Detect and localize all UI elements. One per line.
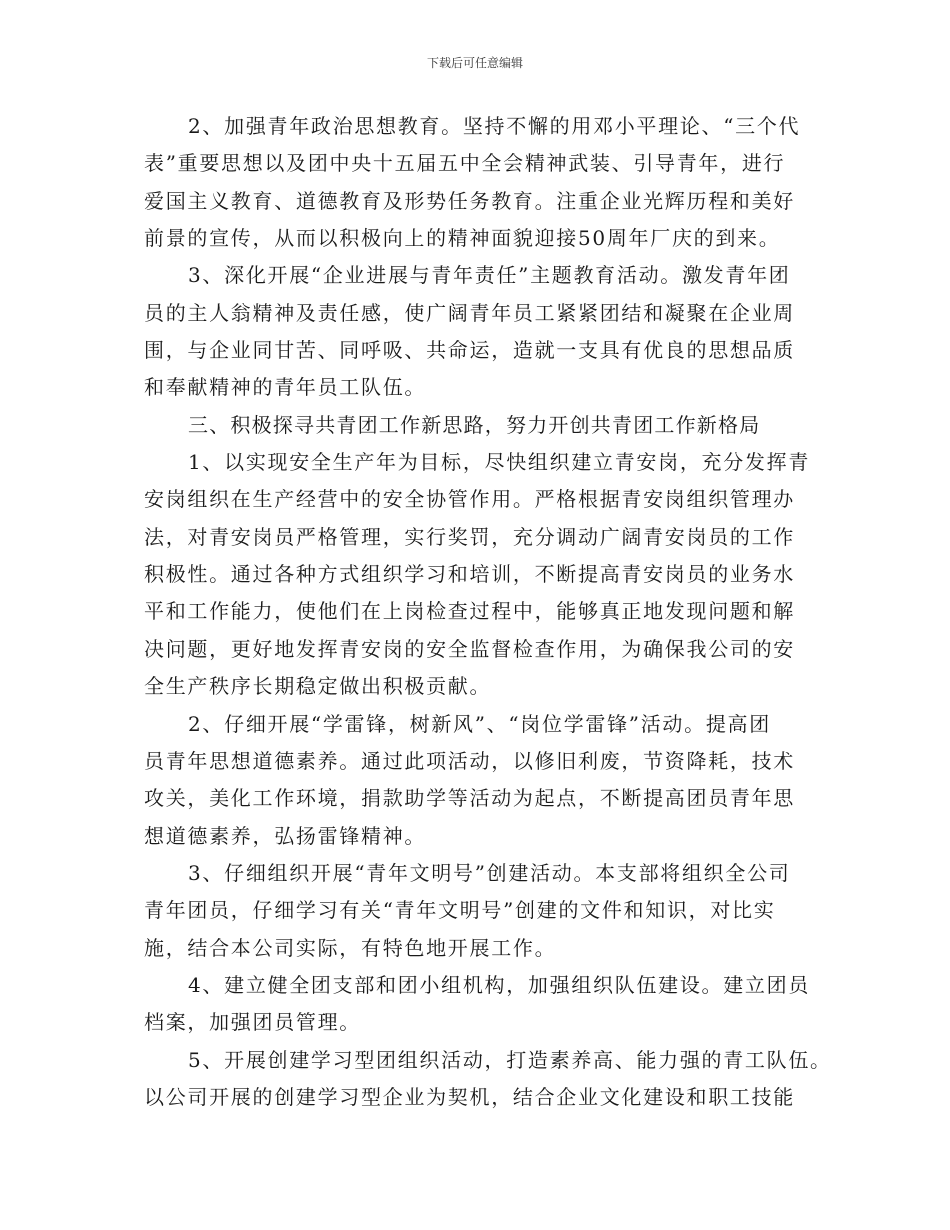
paragraph-line: 前景的宣传，从而以积极向上的精神面貌迎接50周年厂庆的到来。 xyxy=(144,226,781,251)
paragraph-line: 4、建立健全团支部和团小组机构，加强组织队伍建设。建立团员 xyxy=(188,972,811,997)
paragraph-line: 青年团员，仔细学习有关“青年文明号”创建的文件和知识，对比实 xyxy=(144,898,776,923)
paragraph-line: 围，与企业同甘苦、同呼吸、共命运，造就一支具有优良的思想品质 xyxy=(144,338,795,363)
section-heading: 三、积极探寻共青团工作新思路，努力开创共青团工作新格局 xyxy=(188,412,761,437)
paragraph-line: 员青年思想道德素养。通过此项活动，以修旧利废，节资降耗，技术 xyxy=(144,748,795,773)
paragraph-line: 积极性。通过各种方式组织学习和培训，不断提高青安岗员的业务水 xyxy=(144,562,795,587)
paragraph-line: 法，对青安岗员严格管理，实行奖罚，充分调动广阔青安岗员的工作 xyxy=(144,524,795,549)
paragraph-line: 3、仔细组织开展“青年文明号”创建活动。本支部将组织全公司 xyxy=(188,860,791,885)
paragraph-line: 2、加强青年政治思想教育。坚持不懈的用邓小平理论、“三个代 xyxy=(188,114,801,138)
paragraph-line: 1、以实现安全生产年为目标，尽快组织建立青安岗，充分发挥青 xyxy=(188,450,811,475)
paragraph-line: 平和工作能力，使他们在上岗检查过程中，能够真正地发现问题和解 xyxy=(144,599,795,624)
paragraph-line: 想道德素养，弘扬雷锋精神。 xyxy=(144,823,427,848)
paragraph-line: 档案，加强团员管理。 xyxy=(144,1010,361,1035)
document-body xyxy=(144,108,832,1116)
page-header: 下载后可任意编辑 xyxy=(426,56,523,70)
paragraph-line: 攻关，美化工作环境，捐款助学等活动为起点，不断提高团员青年思 xyxy=(144,786,795,811)
paragraph-line: 3、深化开展“企业进展与青年责任”主题教育活动。激发青年团 xyxy=(188,263,791,288)
paragraph-line: 爱国主义教育、道德教育及形势任务教育。注重企业光辉历程和美好 xyxy=(144,188,795,213)
paragraph-line: 安岗组织在生产经营中的安全协管作用。严格根据青安岗组织管理办 xyxy=(144,487,795,512)
paragraph-line: 5、开展创建学习型团组织活动，打造素养高、能力强的青工队伍。 xyxy=(188,1047,832,1072)
paragraph-line: 以公司开展的创建学习型企业为契机，结合企业文化建设和职工技能 xyxy=(144,1084,795,1109)
paragraph-line: 表”重要思想以及团中央十五届五中全会精神武装、引导青年，进行 xyxy=(144,151,786,176)
paragraph-line: 员的主人翁精神及责任感，使广阔青年员工紧紧团结和凝聚在企业周 xyxy=(144,300,795,325)
paragraph-line: 和奉献精神的青年员工队伍。 xyxy=(144,375,427,400)
paragraph-line: 全生产秩序长期稳定做出积极贡献。 xyxy=(144,674,492,699)
paragraph-line: 施，结合本公司实际，有特色地开展工作。 xyxy=(144,935,557,960)
paragraph-line: 决问题，更好地发挥青安岗的安全监督检查作用，为确保我公司的安 xyxy=(144,636,795,661)
paragraph-line: 2、仔细开展“学雷锋，树新风”、“岗位学雷锋”活动。提高团 xyxy=(188,711,771,736)
